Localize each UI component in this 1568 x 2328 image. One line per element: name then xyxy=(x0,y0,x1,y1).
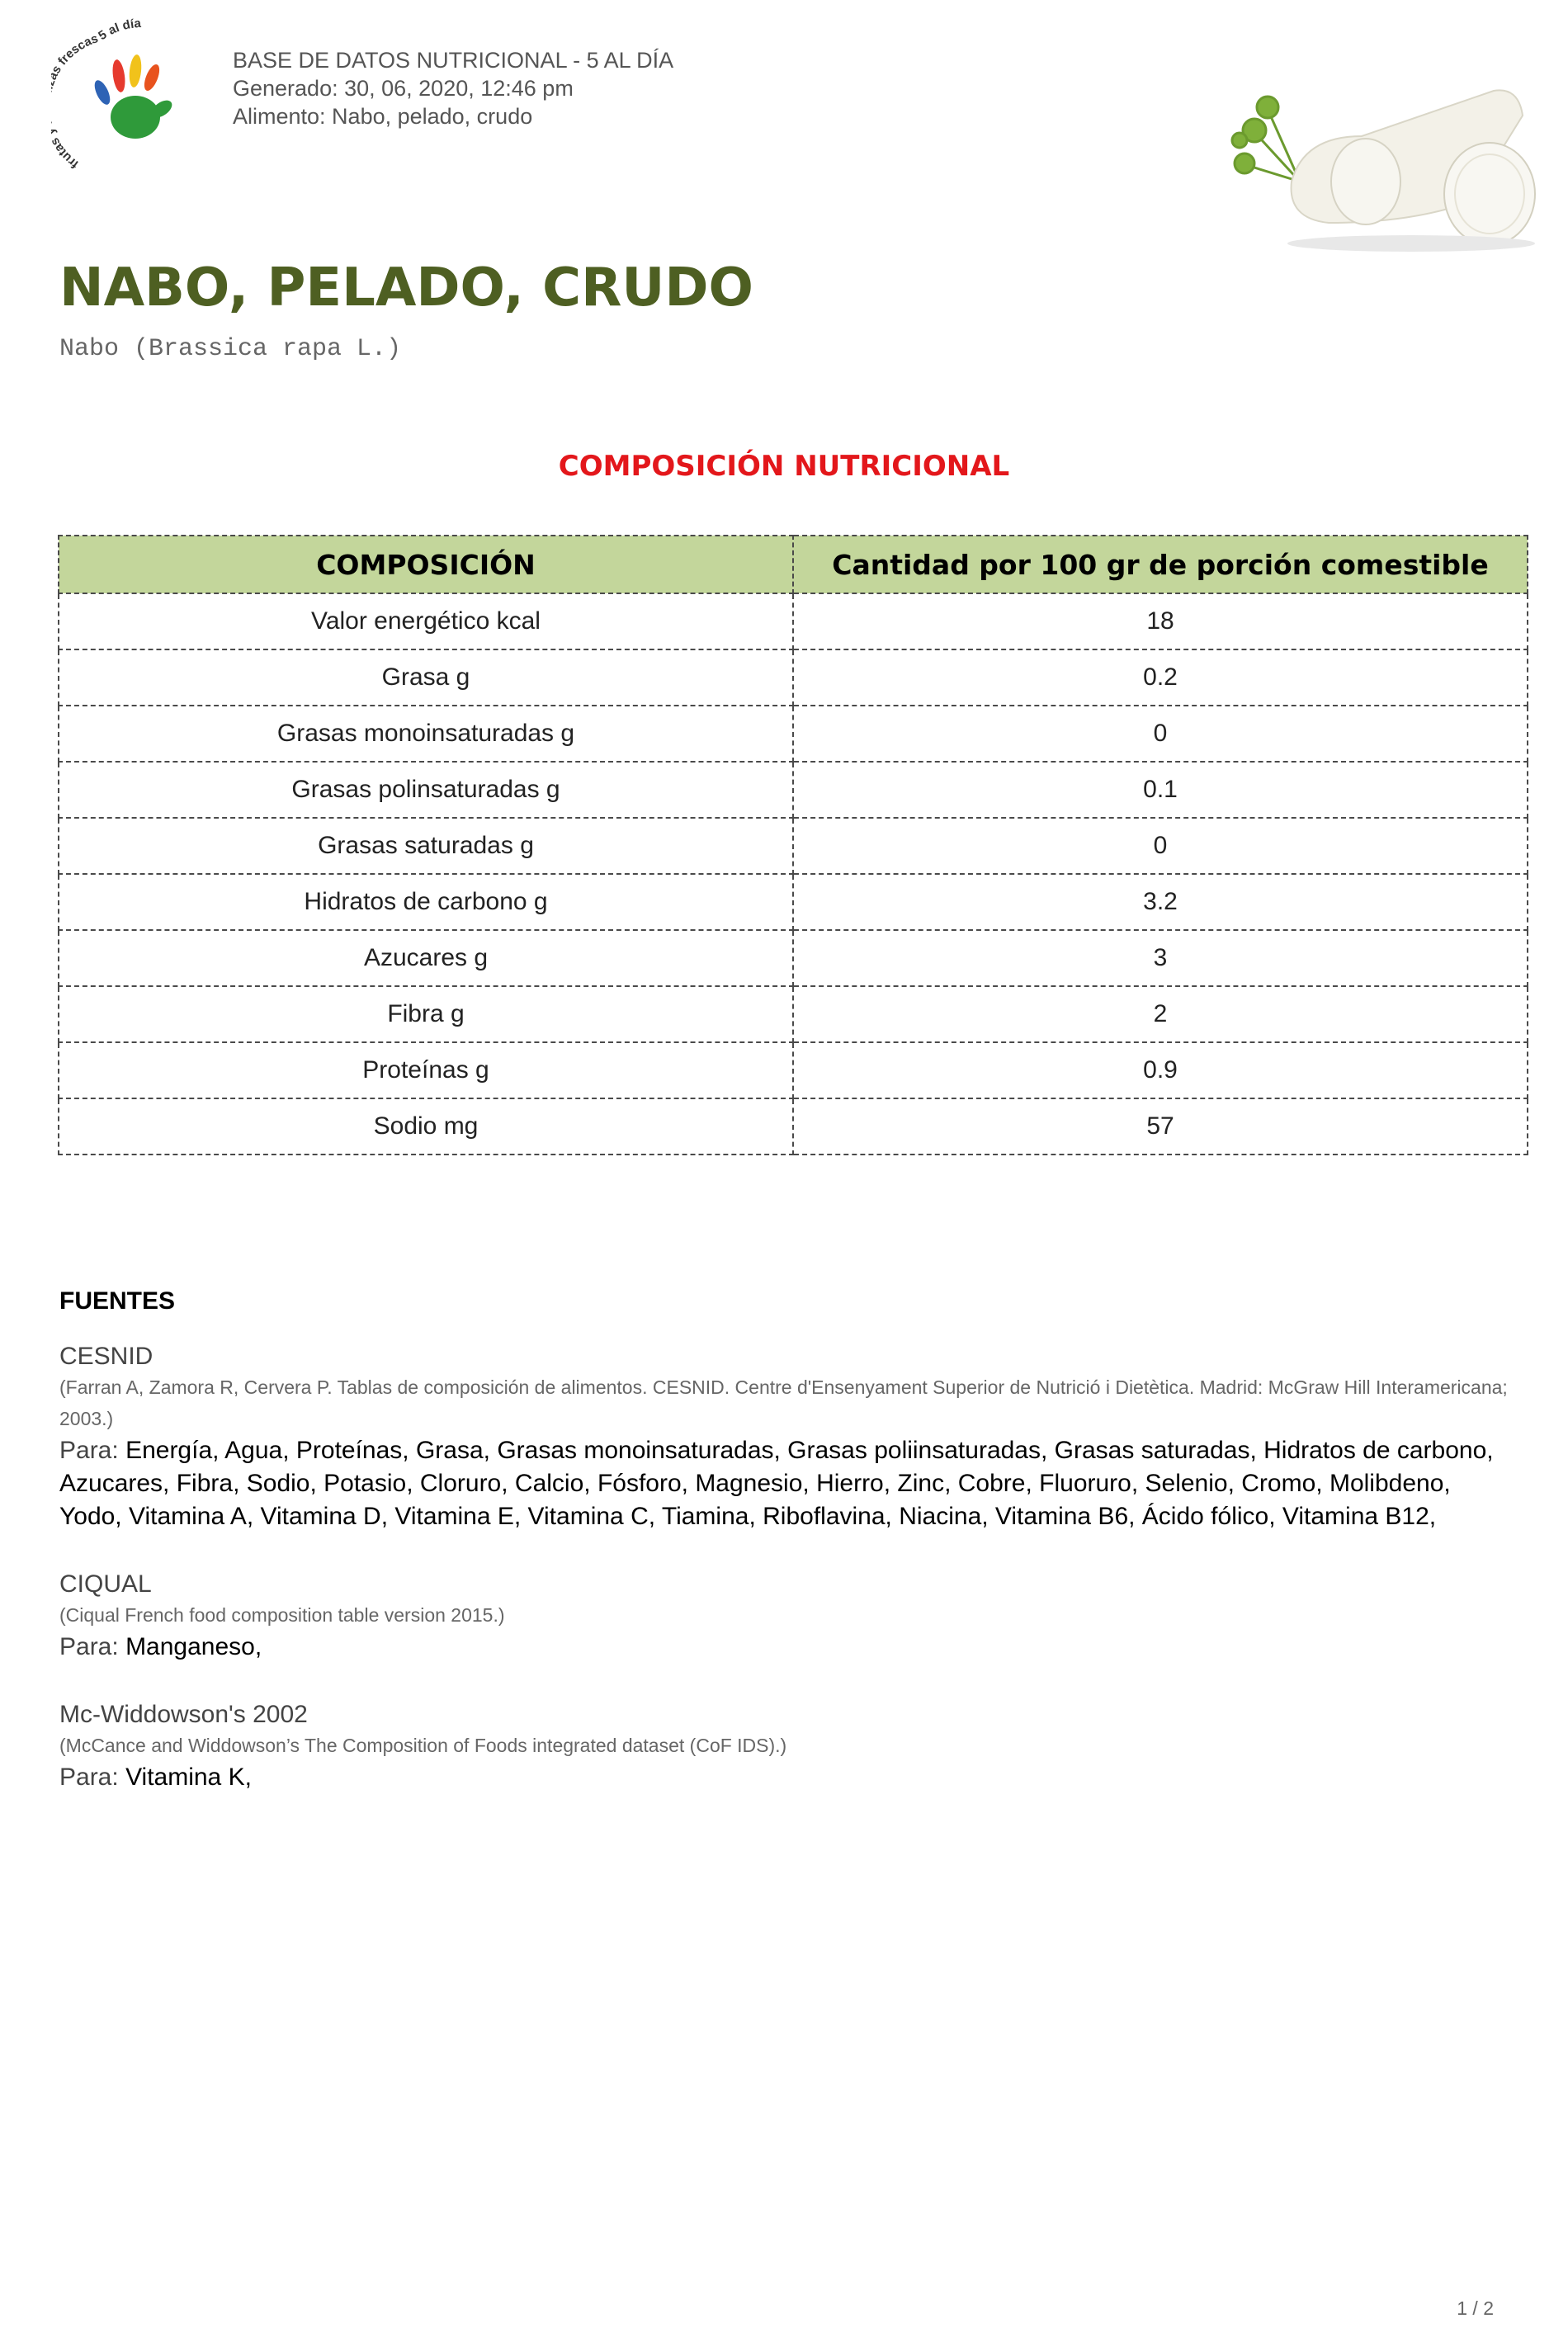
nutrient-name: Grasas monoinsaturadas g xyxy=(59,706,793,762)
turnip-image xyxy=(1221,58,1551,256)
nutrient-name: Valor energético kcal xyxy=(59,593,793,649)
source-reference: (McCance and Widdowson’s The Composition of Foods integrated dataset (CoF IDS).) xyxy=(59,1735,787,1756)
logo-text: fruta frescas 5 al día xyxy=(51,16,142,172)
table-row xyxy=(59,874,1528,930)
table-header-quantity: Cantidad por 100 gr de porción comestible xyxy=(793,536,1528,593)
generated-date: Generado: 30, 06, 2020, 12:46 pm xyxy=(233,76,574,101)
scientific-name: Nabo (Brassica rapa L.) xyxy=(59,335,402,363)
table-row xyxy=(59,818,1528,874)
table-row xyxy=(59,1042,1528,1098)
table-header-composition: COMPOSICIÓN xyxy=(59,536,793,593)
source-item xyxy=(59,1570,1512,1664)
nutrient-name: Hidratos de carbono g xyxy=(59,874,793,930)
nutrient-name: Grasas polinsaturadas g xyxy=(59,762,793,818)
source-nutrient-list: Manganeso, xyxy=(125,1633,262,1660)
nutrient-value: 57 xyxy=(793,1098,1528,1155)
source-item xyxy=(59,1342,1512,1533)
source-nutrient-list: Vitamina K, xyxy=(125,1764,252,1791)
table-row xyxy=(59,593,1528,649)
table-row xyxy=(59,930,1528,986)
nutrient-name: Grasa g xyxy=(59,649,793,706)
table-row xyxy=(59,706,1528,762)
logo xyxy=(51,10,208,175)
section-title: COMPOSICIÓN NUTRICIONAL xyxy=(558,450,1010,483)
nutrient-value: 0.9 xyxy=(793,1042,1528,1098)
nutrition-table xyxy=(58,535,1528,1155)
turnip-icon xyxy=(1221,58,1551,256)
hand-logo-icon xyxy=(51,10,208,175)
page-number: 1 / 2 xyxy=(1457,2297,1494,2319)
page-title: NABO, PELADO, CRUDO xyxy=(59,257,753,319)
nutrient-value: 3.2 xyxy=(793,874,1528,930)
svg-text:frutas y hortalizas frescas 5 xyxy=(51,17,142,172)
para-label: Para: xyxy=(59,1633,119,1660)
nutrient-value: 3 xyxy=(793,930,1528,986)
source-reference: (Farran A, Zamora R, Cervera P. Tablas de composición de alimentos. CESNID. Centre d'Ensenyament Superior de Nutrició i Dietètica. Madrid: McGraw Hill Interamericana; 2003.) xyxy=(59,1376,1508,1429)
nutrient-value: 0 xyxy=(793,706,1528,762)
source-reference: (Ciqual French food composition table version 2015.) xyxy=(59,1604,505,1626)
source-name: CIQUAL xyxy=(59,1570,152,1598)
table-row xyxy=(59,1098,1528,1155)
source-name: Mc-Widdowson's 2002 xyxy=(59,1701,308,1728)
nutrient-name: Proteínas g xyxy=(59,1042,793,1098)
para-label: Para: xyxy=(59,1764,119,1791)
nutrient-name: Grasas saturadas g xyxy=(59,818,793,874)
source-nutrient-list: Energía, Agua, Proteínas, Grasa, Grasas monoinsaturadas, Grasas poliinsaturadas, Grasas saturadas, Hidratos de carbono, Azucares, Fibra, Sodio, Potasio, Cloruro, Calcio, Fósforo, Magnesio, Hierro, Zinc, Cobre, Fluoruro, Selenio, Cromo, Molibdeno, Yodo, Vitamina A, Vitamina D, Vitamina E, Vitamina C, Tiamina, Riboflavina, Niacina, Vitamina B6, Ácido fólico, Vitamina B12, xyxy=(59,1437,1494,1530)
source-name: CESNID xyxy=(59,1343,153,1370)
food-name-line: Alimento: Nabo, pelado, crudo xyxy=(233,104,533,129)
nutrient-name: Azucares g xyxy=(59,930,793,986)
source-item xyxy=(59,1700,1512,1794)
source-nutrients xyxy=(59,1631,1512,1664)
source-nutrients xyxy=(59,1761,1512,1794)
source-nutrients xyxy=(59,1434,1512,1533)
sources-section xyxy=(59,1287,1512,1830)
nutrient-value: 0.2 xyxy=(793,649,1528,706)
table-row xyxy=(59,762,1528,818)
nutrient-name: Fibra g xyxy=(59,986,793,1042)
nutrient-value: 18 xyxy=(793,593,1528,649)
table-row xyxy=(59,986,1528,1042)
sources-title: FUENTES xyxy=(59,1287,176,1315)
nutrient-name: Sodio mg xyxy=(59,1098,793,1155)
nutrient-value: 0.1 xyxy=(793,762,1528,818)
table-header-row xyxy=(59,536,1528,593)
table-row xyxy=(59,649,1528,706)
database-title: BASE DE DATOS NUTRICIONAL - 5 AL DÍA xyxy=(233,48,674,73)
nutrient-value: 2 xyxy=(793,986,1528,1042)
nutrient-value: 0 xyxy=(793,818,1528,874)
para-label: Para: xyxy=(59,1437,119,1464)
header-meta xyxy=(233,46,673,130)
